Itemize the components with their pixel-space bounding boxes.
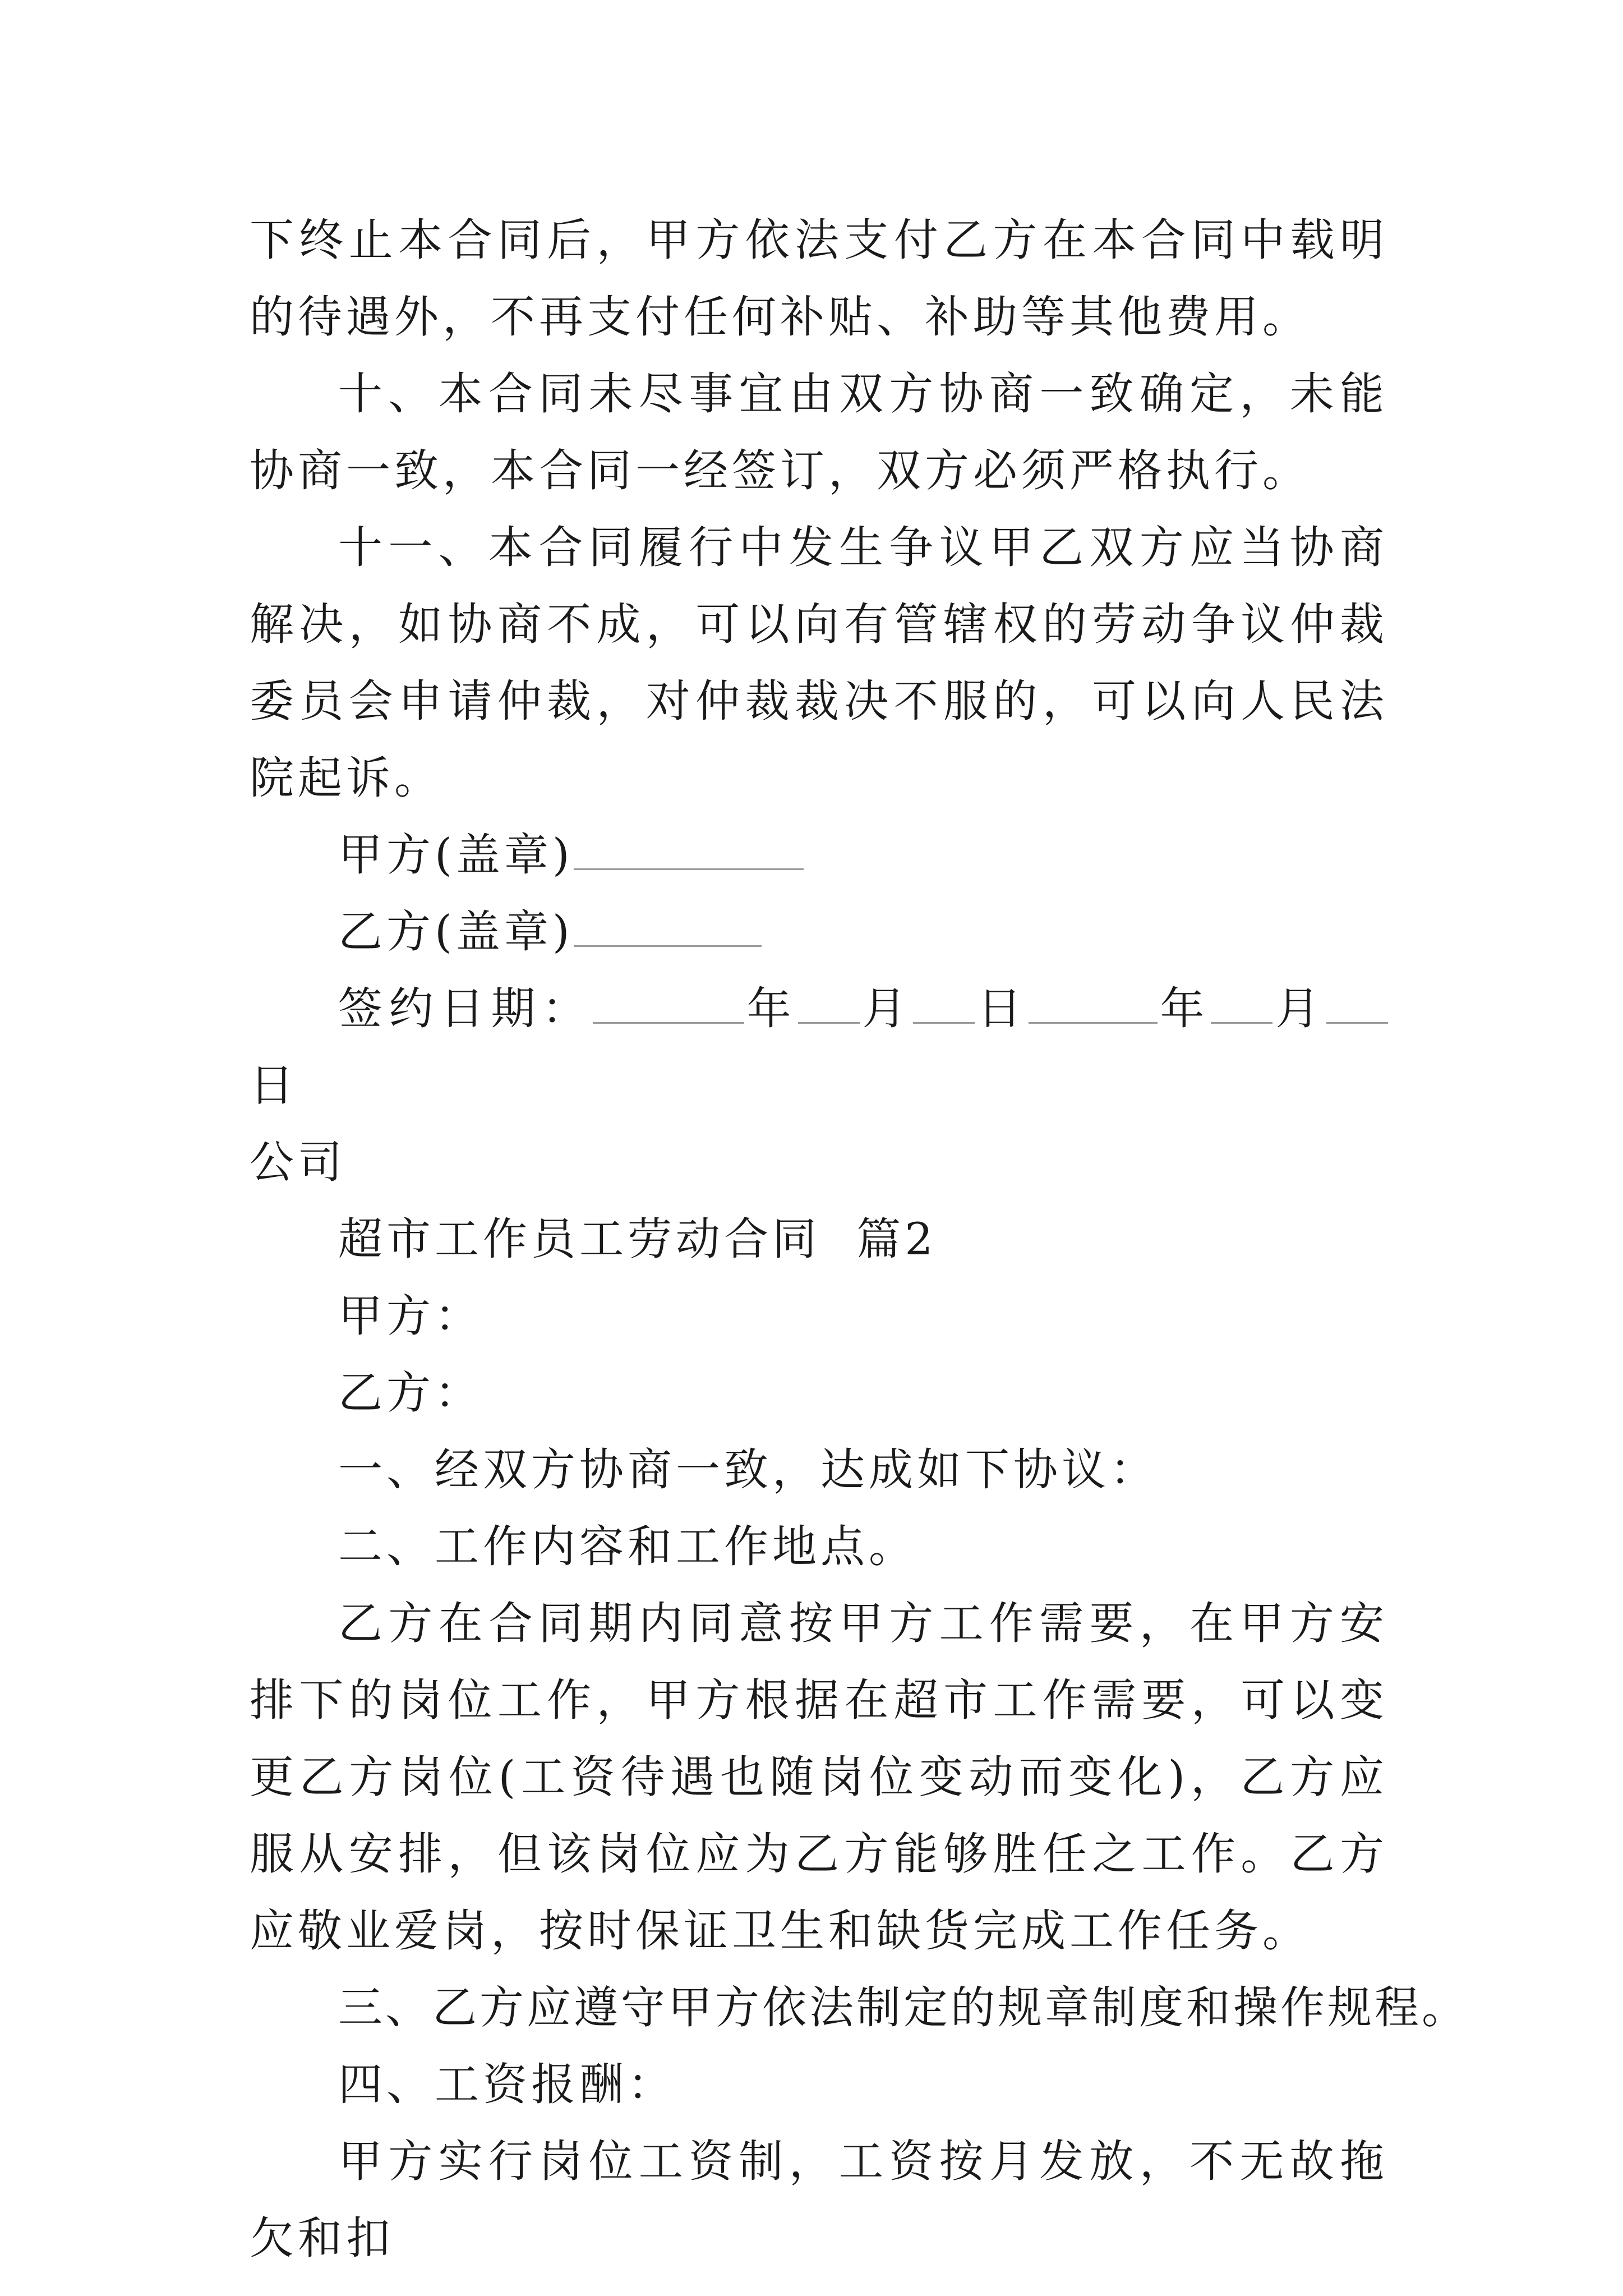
- section2-item-2: 二、工作内容和工作地点。: [338, 1521, 917, 1572]
- section2-title: 超市工作员工劳动合同 篇2: [338, 1213, 937, 1265]
- section2-item-4-body: 甲方实行岗位工资制，工资按月发放，不无故拖欠和扣: [250, 2136, 1388, 2264]
- signature-party-a-line: [574, 829, 804, 870]
- signature-party-a: [250, 817, 1388, 894]
- signature-party-b-label: 乙方(盖章): [338, 906, 574, 958]
- date-blank-month-a: [798, 983, 860, 1024]
- section2-party-b: 乙方：: [338, 1367, 483, 1419]
- signature-party-b: [250, 894, 1388, 970]
- paragraph-continuation: 下终止本合同后，甲方依法支付乙方在本合同中载明的待遇外，不再支付任何补贴、补助等其他费用。: [250, 214, 1388, 343]
- signing-date-label: 签约日期：: [338, 983, 593, 1034]
- date-month-a: 月: [859, 983, 914, 1034]
- section2-party-a: 甲方：: [338, 1290, 483, 1342]
- signature-party-b-line: [574, 906, 762, 947]
- paragraph-clause-10: 十、本合同未尽事宜由双方协商一致确定，未能协商一致，本合同一经签订，双方必须严格执行。: [250, 368, 1388, 496]
- signing-date: [250, 970, 1388, 1124]
- date-blank-year-a: [593, 983, 744, 1024]
- date-year-a: 年: [744, 983, 798, 1034]
- date-blank-month-b: [1211, 983, 1272, 1024]
- signature-party-a-label: 甲方(盖章): [338, 829, 574, 881]
- company-label: 公司: [250, 1137, 346, 1188]
- section2-item-1: 一、经双方协商一致，达成如下协议：: [338, 1444, 1158, 1496]
- date-blank-year-b: [1029, 983, 1158, 1024]
- date-blank-day-b: [1326, 983, 1388, 1024]
- date-month-b: 月: [1272, 983, 1327, 1034]
- document-body: [250, 202, 1469, 2277]
- date-blank-day-a: [913, 983, 975, 1024]
- section2-item-3: 三、乙方应遵守甲方依法制定的规章制度和操作规程。: [338, 1982, 1469, 2033]
- paragraph-clause-11: 十一、本合同履行中发生争议甲乙双方应当协商解决，如协商不成，可以向有管辖权的劳动争议仲裁委员会申请仲裁，对仲裁裁决不服的，可以向人民法院起诉。: [250, 522, 1388, 804]
- date-day-b: 日: [250, 1060, 298, 1111]
- section2-item-2-body: 乙方在合同期内同意按甲方工作需要，在甲方安排下的岗位工作，甲方根据在超市工作需要，可以变更乙方岗位(工资待遇也随岗位变动而变化)，乙方应服从安排，但该岗位应为乙方能够胜任之工作。乙方应敬业爱岗，按时保证卫生和缺货完成工作任务。: [250, 1598, 1388, 1957]
- date-day-a: 日: [975, 983, 1029, 1034]
- date-year-b: 年: [1157, 983, 1211, 1034]
- section2-item-4: 四、工资报酬：: [338, 2059, 676, 2110]
